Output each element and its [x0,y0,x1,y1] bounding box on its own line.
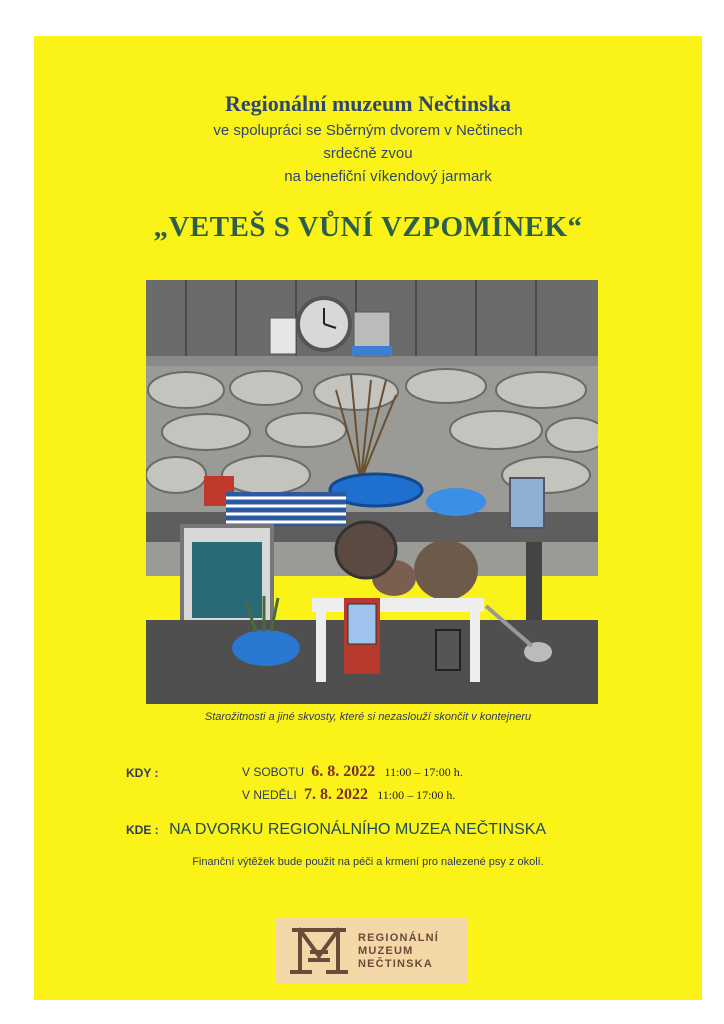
location [126,821,546,839]
museum-logo-icon [290,926,348,976]
logo-line-1: REGIONÁLNÍ [358,932,440,944]
schedule-row-saturday [242,763,463,781]
time-value: 11:00 – 17:00 h. [384,765,463,779]
date-value: 6. 8. 2022 [311,763,376,780]
day-label: V SOBOTU [242,765,305,779]
date-value: 7. 8. 2022 [303,786,368,803]
logo-line-3: NEČTINSKA [358,958,433,970]
invite-line: srdečně zvou [323,145,413,162]
logo-text [358,932,439,971]
day-label: V NEDĚLI [242,788,297,802]
location-text: NA DVORKU REGIONÁLNÍHO MUZEA NEČTINSKA [169,821,547,838]
proceeds-note: Finanční výtěžek bude použit na péči a krmení pro nalezené psy z okolí. [192,856,544,868]
cooperation-line: ve spolupráci se Sběrným dvorem v Nečtinech [213,122,523,139]
when-label: KDY : [126,766,159,780]
museum-title: Regionální muzeum Nečtinska [225,91,511,116]
event-type-line: na benefiční víkendový jarmark [284,168,492,185]
photo-caption: Starožitnosti a jiné skvosty, které si nezaslouží skončit v kontejneru [204,711,532,723]
schedule-row-sunday [242,786,455,804]
time-value: 11:00 – 17:00 h. [377,788,456,802]
museum-logo [276,918,468,984]
event-title: „VETEŠ S VŮNÍ VZPOMÍNEK“ [153,211,583,243]
antiques-photo [146,280,598,704]
poster [34,36,702,1000]
logo-line-2: MUZEUM [358,945,414,957]
where-label: KDE : [126,823,159,837]
